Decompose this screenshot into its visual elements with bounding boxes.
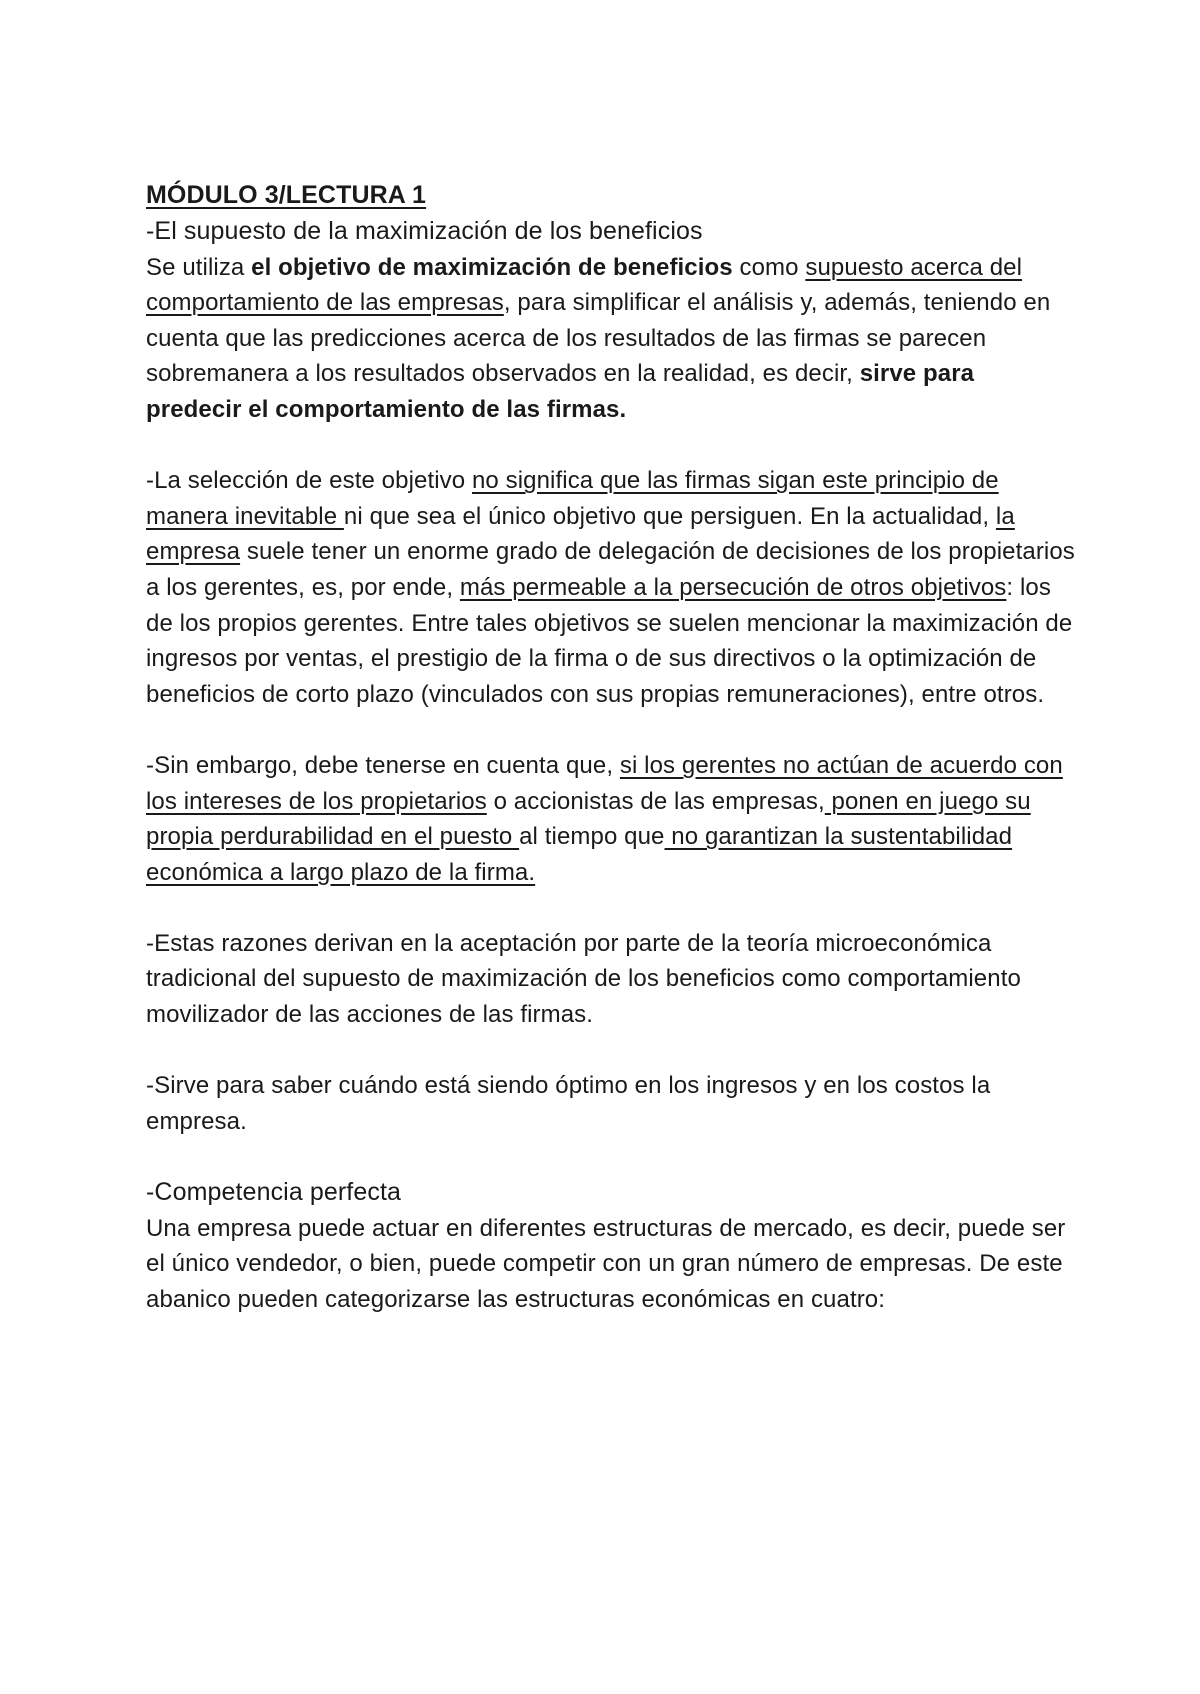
document-body — [146, 176, 1076, 1317]
text-run: ni que sea el único objetivo que persiguen. En la actualidad, — [343, 502, 996, 530]
page-title: MÓDULO 3/LECTURA 1 — [146, 181, 427, 209]
paragraph-razones: -Estas razones derivan en la aceptación por parte de la teoría microeconómica tradicional del supuesto de maximización de los beneficios como comportamiento movilizador de las acciones de las firmas. — [146, 929, 1021, 1029]
underlined-text: ponen en juego su propia perdurabilidad en el puesto — [146, 787, 1031, 851]
bold-text: el objetivo de maximización de beneficios — [251, 253, 733, 281]
paragraph-gap — [146, 712, 1076, 748]
paragraph-gap — [146, 890, 1076, 926]
paragraph-supuesto — [146, 250, 1076, 428]
text-run: -Sin embargo, debe tenerse en cuenta que, — [146, 751, 620, 779]
text-run: como — [732, 253, 806, 281]
paragraph-seleccion-objetivo — [146, 463, 1076, 712]
underlined-text: la empresa — [146, 502, 1015, 566]
underlined-text: supuesto acerca del comportamiento de las empresas — [146, 253, 1023, 317]
paragraph-sirve: -Sirve para saber cuándo está siendo óptimo en los ingresos y en los costos la empresa. — [146, 1072, 991, 1135]
text-run: o accionistas de las empresas, — [486, 787, 825, 815]
text-run: suele tener un enorme grado de delegación de decisiones de los propietarios a los gerentes, es, por ende, — [146, 538, 1075, 601]
text-run: -La selección de este objetivo — [146, 467, 472, 495]
paragraph-competencia: Una empresa puede actuar en diferentes estructuras de mercado, es decir, puede ser el único vendedor, o bien, puede competir con un gran número de empresas. De este abanico pueden categorizarse las estructuras económicas en cuatro: — [146, 1214, 1066, 1313]
bold-text: sirve para predecir el comportamiento de las firmas. — [146, 360, 975, 423]
underlined-text: más permeable a la persecución de otros objetivos — [459, 573, 1007, 601]
section-heading-maximizacion: -El supuesto de la maximización de los beneficios — [146, 217, 703, 245]
text-run: al tiempo que — [519, 823, 665, 851]
paragraph-sin-embargo — [146, 748, 1076, 890]
paragraph-gap — [146, 1139, 1076, 1175]
text-run: : los de los propios gerentes. Entre tales objetivos se suelen mencionar la maximización de ingresos por ventas, el prestigio de la firma o de sus directivos o la optimización de beneficios de corto plazo (vinculados con sus propias remuneraciones), entre otros. — [146, 573, 1073, 708]
text-run: Se utiliza — [146, 253, 252, 281]
paragraph-gap — [146, 428, 1076, 464]
text-run: , para simplificar el análisis y, además, teniendo en cuenta que las predicciones acerca de los resultados de las firmas se parecen sobremanera a los resultados observados en la realidad, es decir, — [146, 289, 1051, 388]
paragraph-gap — [146, 1033, 1076, 1069]
section-heading-competencia: -Competencia perfecta — [146, 1178, 402, 1207]
underlined-text: si los gerentes no actúan de acuerdo con los intereses de los propietarios — [146, 751, 1063, 815]
underlined-text: no garantizan la sustentabilidad económica a largo plazo de la firma. — [146, 823, 1013, 886]
underlined-text: no significa que las firmas sigan este principio de manera inevitable — [146, 467, 999, 530]
